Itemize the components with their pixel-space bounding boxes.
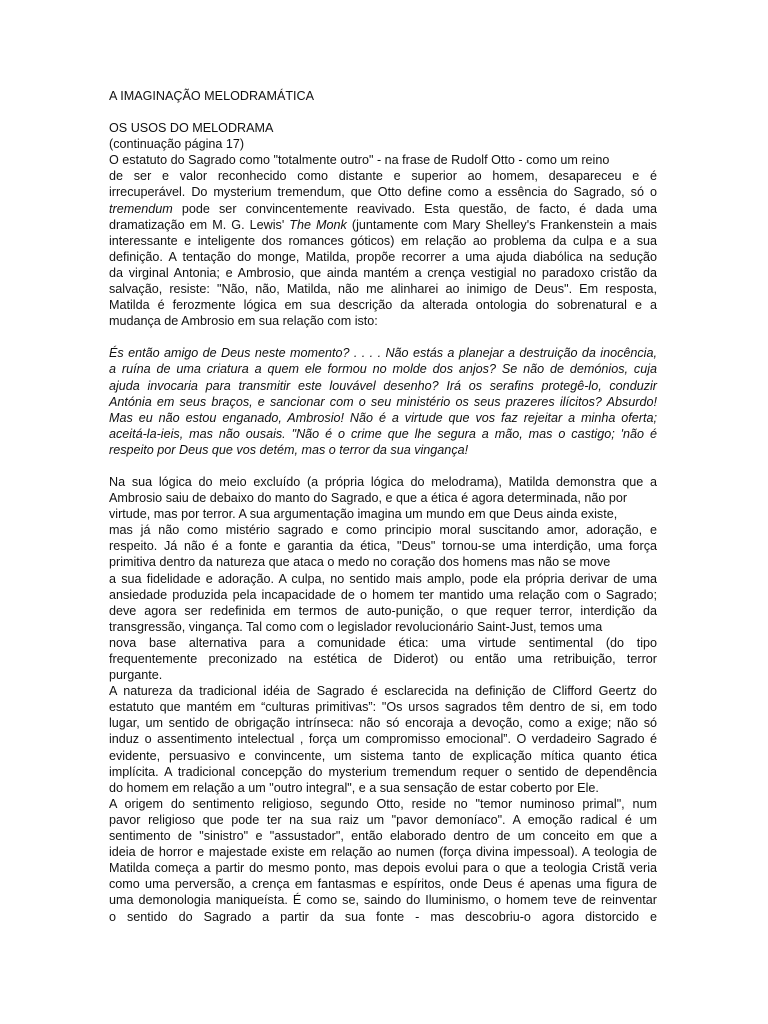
italic-title: The Monk [289,217,347,232]
text-line: evidente, persuasivo e convincente, um sistema tanto de explicação mítica quanto ética [109,748,657,763]
text-line: uma demonologia maniqueísta. É como se, saindo do Iluminismo, o homem teve de reinventar [109,893,657,908]
text-line: transgressão, vingança. Tal como com o legislador revolucionário Saint-Just, temos uma [109,619,603,634]
text-line: frequentemente preconizado na estética de Diderot) ou então uma retribuição, terror [109,652,657,666]
italic-title: tremendum [109,201,173,216]
text-line [109,201,657,217]
text-line: estatuto que mantém em “culturas primitivas”: "Os ursos sagrados têm dentro de si, em todo [109,700,657,715]
text-line: de ser e valor reconhecido como distante e superior ao homem, desapareceu e é [109,169,657,184]
text-line: respeito. Já não é a fonte e garantia da ética, "Deus" tornou-se uma interdição, uma força [109,539,657,554]
spacer [109,104,657,120]
text-line: És então amigo de Deus neste momento? . . . . Não estás a planejar a destruição da inocência, [109,346,657,361]
document-title: A IMAGINAÇÃO MELODRAMÁTICA [109,89,315,103]
text-run: dramatização em M. G. Lewis' [109,217,290,232]
text-line: sentimento de "sinistro" e "assustador", então elaborado dentro de um conceito em que a [109,829,657,844]
text-line: o sentido do Sagrado a partir da sua fonte - mas descobriu-o agora distorcido e [109,909,657,924]
text-line: salvação, resiste: "Não, não, Matilda, não me alinharei ao inimigo de Deus". Em resposta, [109,282,657,297]
text-line: O estatuto do Sagrado como "totalmente outro" - na frase de Rudolf Otto - como um reino [109,153,610,168]
text-line: definição. A tentação do monge, Matilda, propõe recorrer a uma ajuda diabólica na sedução [109,249,657,264]
text-line: aceitá-la-ieis, mas não ousais. "Não é o crime que lhe segura a mão, mas o castigo; 'não é [109,426,657,441]
text-line: Mas eu não estou enganado, Ambrosio! Não é a virtude que vos faz rejeitar a minha oferta; [109,410,657,425]
text-line: mudança de Ambrosio em sua relação com isto: [109,314,378,329]
spacer [109,329,657,345]
text-line: ideia de horror e majestade existe em relação ao numen (força divina impessoal). A teologia de [109,845,657,860]
body-paragraph [109,474,657,683]
text-line: A natureza da tradicional idéia de Sagrado é esclarecida na definição de Clifford Geertz do [109,684,657,699]
text-line: interessante e inteligente dos romances góticos) em relação ao problema da culpa e a sua [109,233,657,248]
text-line: Matilda é ferozmente lógica em sua descrição da alterada ontologia do sobrenatural e a [109,298,657,313]
section-heading: OS USOS DO MELODRAMA [109,121,274,136]
text-line: Ambrosio saiu de debaixo do manto do Sagrado, e que a ética é agora determinada, não por [109,491,628,506]
text-line: respeito por Deus que vos detém, mas o terror da sua vingança! [109,442,469,457]
text-line: A origem do sentimento religioso, segundo Otto, reside no "temor numinoso primal", num [109,796,657,811]
continuation-note: (continuação página 17) [109,137,245,152]
document-body [109,152,657,924]
spacer [109,458,657,474]
text-line: Na sua lógica do meio excluído (a própria lógica do melodrama), Matilda demonstra que a [109,474,657,489]
body-paragraph [109,796,657,925]
text-line: como uma perversão, a crença em fantasmas e espíritos, onde Deus é apenas uma figura de [109,877,657,892]
text-line: do homem em relação a um "outro integral", e a sua sensação de estar coberto por Ele. [109,780,599,795]
text-line: induz o assentimento intelectual , força um compromisso emocional”. O verdadeiro Sagrado é [109,732,657,747]
text-line: deve agora ser redefinida em termos de auto-punição, o que requer terror, interdição da [109,603,657,618]
text-line: a sua fidelidade e adoração. A culpa, no sentido mais amplo, pode ela própria derivar de uma [109,571,657,586]
body-paragraph [109,152,657,329]
text-line: pavor religioso que pode ter na sua raiz um "pavor demoníaco". A emoção radical é um [109,812,657,827]
text-line [109,217,657,233]
text-line: a ruína de uma criatura a quem ele formou no molde dos anjos? Se não de demónios, cuja [109,362,657,377]
text-line: da virginal Antonia; e Ambrosio, que ainda mantém a crença vestigial no paradoxo cristão da [109,265,657,280]
text-line: implícita. A tradicional concepção do mysterium tremendum requer o sentido de dependência [109,764,657,779]
text-line: virtude, mas por terror. A sua argumentação imagina um mundo em que Deus ainda existe, [109,507,618,522]
text-line: ajuda invocaria para transmitir este louvável desenho? Irá os serafins protegê-lo, conduzir [109,378,657,393]
text-line: lugar, um sentido de obrigação intrínseca: não só encoraja a devoção, como a exige; não só [109,716,657,731]
document-page [109,88,657,925]
body-paragraph [109,683,657,796]
text-line: Matilda começa a partir do mesmo ponto, mas depois evolui para o que a teologia Cristã veria [109,861,657,876]
text-line: primitiva dentro da natureza que ataca o medo no coração dos homens mas não se move [109,555,611,570]
block-quote [109,345,657,458]
text-line: nova base alternativa para a comunidade ética: uma virtude sentimental (do tipo [109,635,657,650]
text-line: purgante. [109,668,163,683]
text-line: ansiedade produzida pela incapacidade de o homem ter mantido uma relação com o Sagrado; [109,587,657,602]
text-line: Antónia em seus braços, e sancionar com o seu ministério os seus prazeres ilícitos? Absurdo! [109,394,657,409]
text-run: pode ser convincentemente reavivado. Esta questão, de facto, é dada uma [172,201,657,216]
text-line: mas já não como mistério sagrado e como principio moral suscitando amor, adoração, e [109,523,657,538]
text-run: (juntamente com Mary Shelley's Frankenstein a mais [346,217,657,232]
text-line: irrecuperável. Do mysterium tremendum, que Otto define como a essência do Sagrado, só o [109,185,657,200]
